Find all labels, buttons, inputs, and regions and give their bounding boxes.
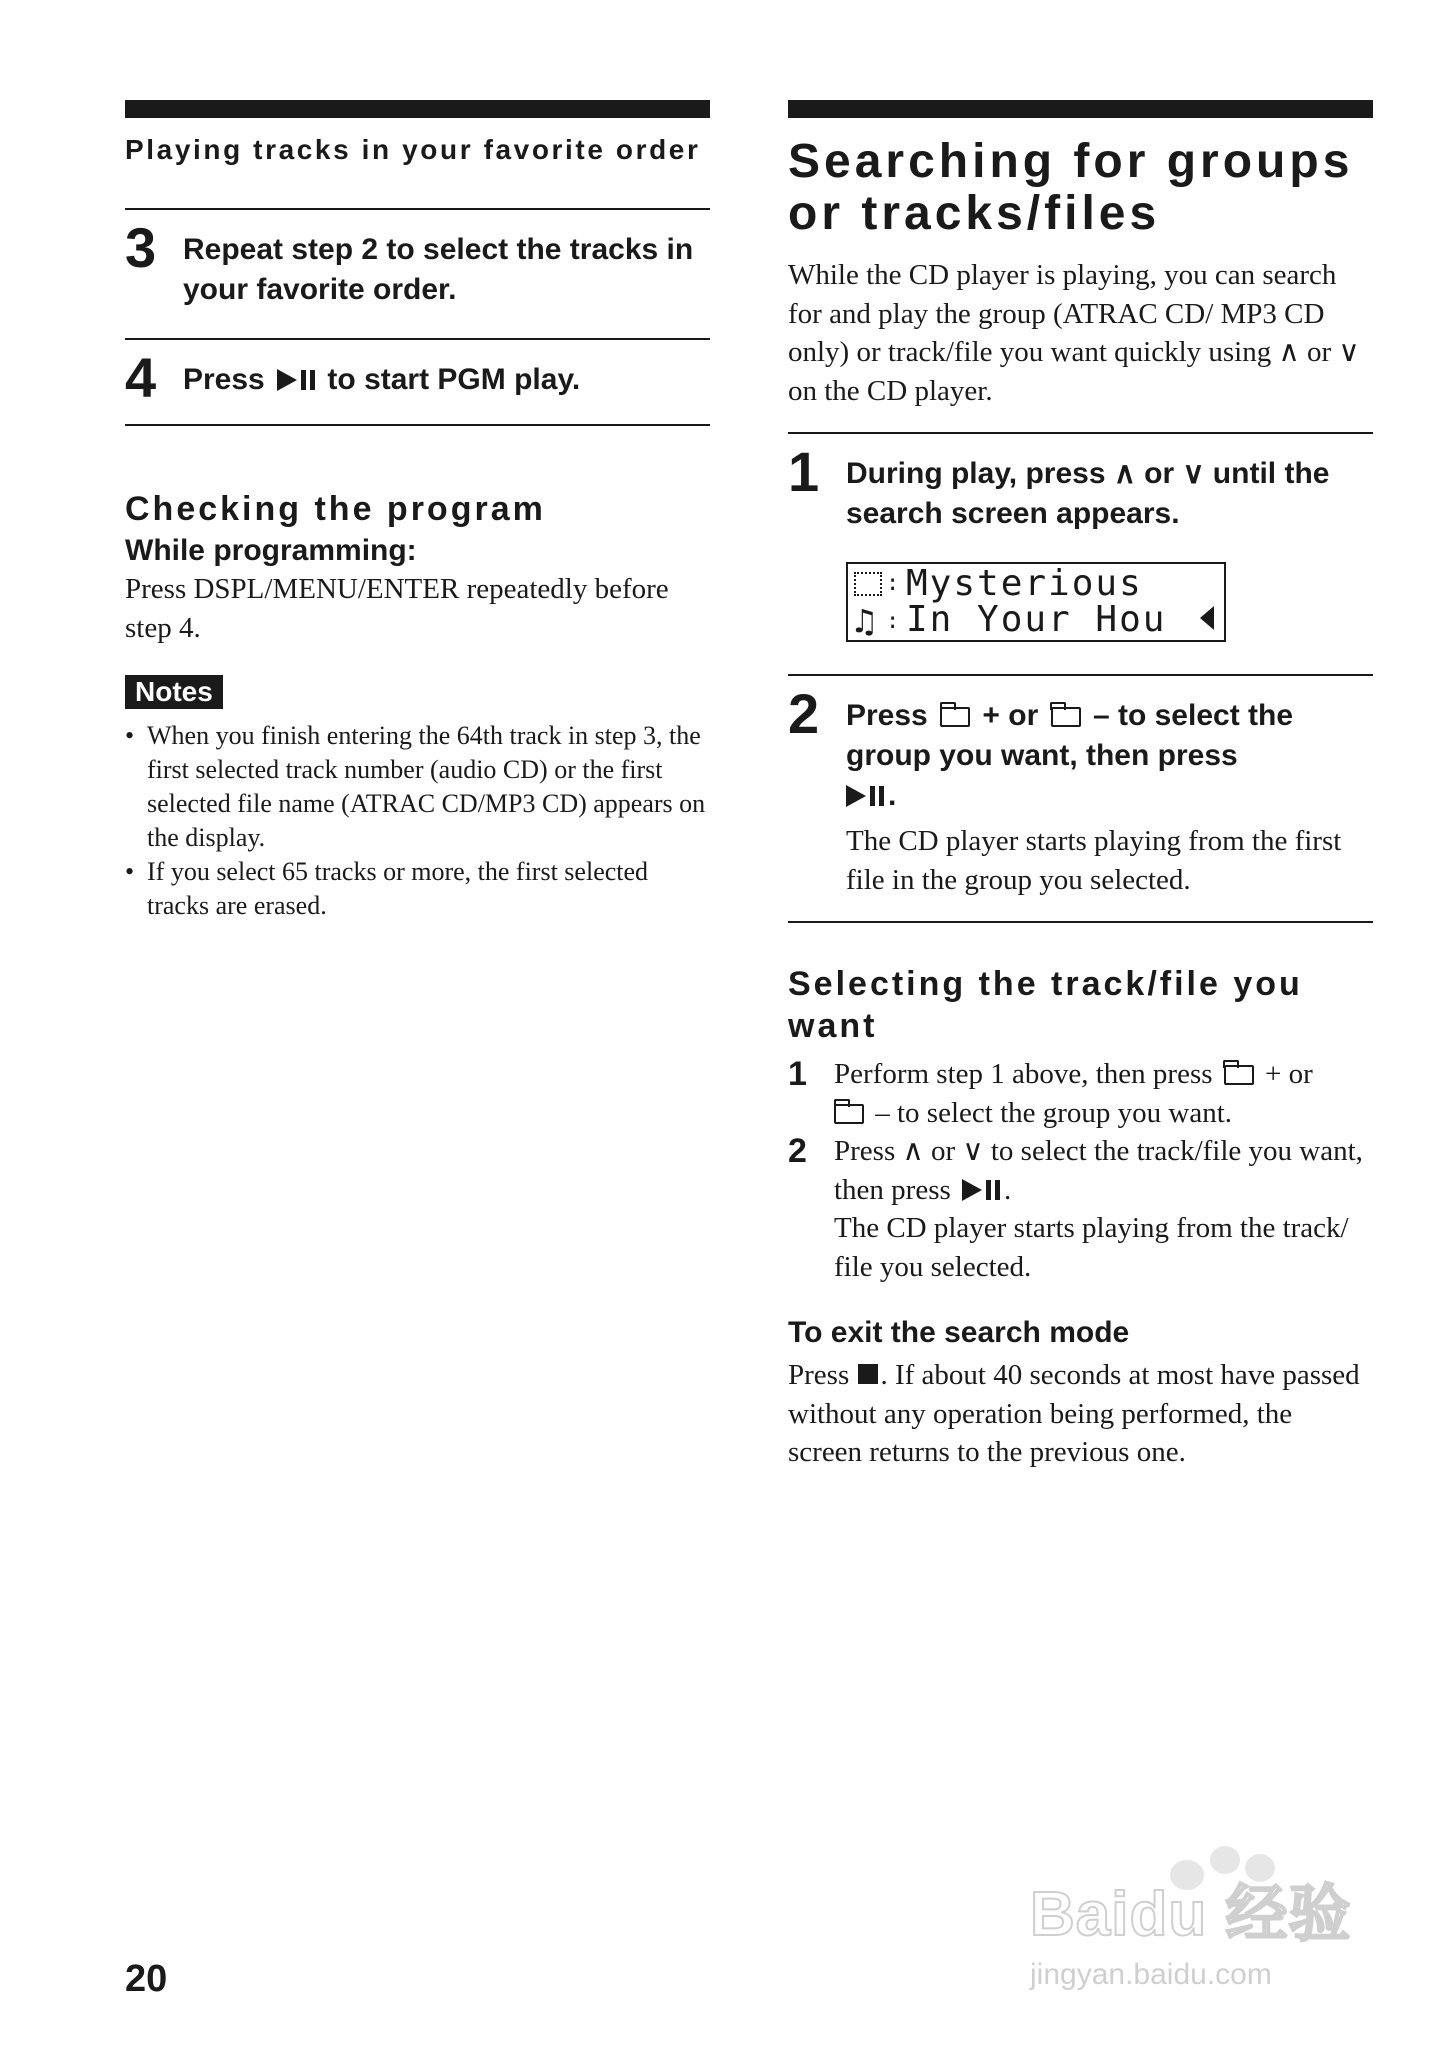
play-pause-icon — [962, 1179, 1000, 1201]
watermark — [1030, 1840, 1370, 2000]
watermark-logo: Baidu 经验 — [1030, 1880, 1352, 1949]
step-4 — [125, 346, 710, 409]
checking-subtitle: While programming: — [125, 534, 417, 567]
page-number: 20 — [125, 1958, 168, 2000]
step-3 — [125, 216, 710, 310]
lcd-line-2: In Your Hou — [906, 599, 1167, 640]
divider — [125, 338, 710, 340]
step-number: 4 — [125, 346, 157, 409]
folder-icon — [940, 707, 970, 727]
lcd-line-1: Mysterious — [906, 563, 1143, 604]
checking-body: Press DSPL/MENU/ENTER repeatedly before step 4. — [125, 573, 669, 644]
play-pause-icon — [277, 369, 315, 391]
stop-icon — [858, 1364, 878, 1384]
notes-list — [125, 719, 710, 923]
down-arrow-icon: ∨ — [962, 1135, 984, 1167]
divider — [788, 674, 1373, 676]
step-text: Press to start PGM play. — [183, 363, 581, 396]
step-text: During play, press ∧ or ∨ until the search screen appears. — [846, 457, 1330, 530]
up-arrow-icon: ∧ — [902, 1135, 924, 1167]
up-arrow-icon: ∧ — [1278, 336, 1300, 368]
step-text: Press + or – to select the group you want, then press . — [846, 699, 1294, 812]
note-item: • When you finish entering the 64th track in step 3, the first selected track number (audio CD) or the first selected file name (ATRAC CD/MP3 CD) appears on the display. — [125, 719, 710, 855]
folder-icon — [834, 1104, 864, 1124]
divider — [788, 921, 1373, 923]
section-title: Searching for groups or tracks/files — [788, 135, 1354, 240]
list-item: 1 Perform step 1 above, then press + or – to select the group you want. — [788, 1055, 1313, 1129]
list-item: 2 Press ∧ or ∨ to select the track/file you want, then press . The CD player starts playing from the track/ file you selected. — [788, 1132, 1363, 1283]
intro-text: While the CD player is playing, you can search for and play the group (ATRAC CD/ MP3 CD only) or track/file you want quickly using ∧ or ∨ on the CD player. — [788, 259, 1360, 407]
step-body-text: The CD player starts playing from the first file in the group you selected. — [846, 825, 1342, 896]
checking-title: Checking the program — [125, 490, 546, 528]
section-rule-top — [788, 100, 1373, 118]
step-number: 1 — [788, 440, 820, 503]
running-head: Playing tracks in your favorite order — [125, 134, 701, 165]
down-arrow-icon: ∨ — [1338, 336, 1360, 368]
watermark-url: jingyan.baidu.com — [1030, 1958, 1272, 1991]
step-text: Repeat step 2 to select the tracks in your favorite order. — [183, 233, 694, 306]
notes-badge: Notes — [125, 675, 223, 709]
music-note-icon: ♫ — [854, 602, 875, 642]
divider — [125, 208, 710, 210]
play-pause-icon — [846, 785, 884, 807]
divider — [788, 432, 1373, 434]
lcd-display: : ♫ : Mysterious In Your Hou — [846, 562, 1226, 642]
step-number: 3 — [125, 216, 157, 279]
exit-body: Press . If about 40 seconds at most have passed without any operation being performed, the screen returns to the previous one. — [788, 1359, 1360, 1468]
step-2 — [788, 682, 1373, 899]
group-icon — [854, 572, 882, 596]
down-arrow-icon: ∨ — [1182, 457, 1205, 490]
up-arrow-icon: ∧ — [1113, 457, 1136, 490]
folder-icon — [1224, 1065, 1254, 1085]
right-column — [788, 100, 1373, 1472]
divider — [125, 424, 710, 426]
section-rule-top — [125, 100, 710, 118]
note-item: • If you select 65 tracks or more, the first selected tracks are erased. — [125, 855, 710, 923]
scroll-indicator-icon — [1200, 606, 1214, 630]
exit-title: To exit the search mode — [788, 1316, 1130, 1349]
left-column — [125, 100, 710, 923]
step-number: 2 — [788, 682, 820, 745]
step-1 — [788, 440, 1373, 642]
selecting-title: Selecting the track/file you want — [788, 965, 1303, 1045]
folder-icon — [1051, 707, 1081, 727]
selecting-list — [788, 1055, 1373, 1286]
